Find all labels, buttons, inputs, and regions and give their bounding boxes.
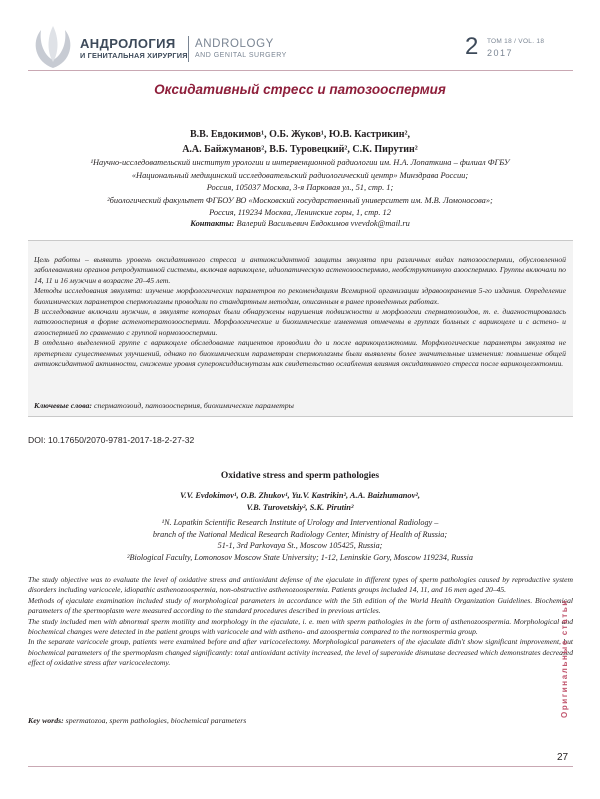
- keywords-ru-text: сперматозоид, патозооспермия, биохимические параметры: [92, 401, 294, 410]
- journal-subtitle-en: AND GENITAL SURGERY: [195, 52, 287, 59]
- journal-title-ru: АНДРОЛОГИЯ: [80, 36, 176, 51]
- affiliation-en-line: branch of the National Medical Research Radiology Center, Ministry of Health of Russia;: [152, 529, 448, 539]
- affiliation-ru-line: Россия, 119234 Москва, Ленинские горы, 1, стр. 12: [209, 208, 391, 218]
- authors-ru-line-1: В.В. Евдокимов¹, О.Б. Жуков¹, Ю.В. Кастрикин²,: [190, 129, 410, 140]
- authors-ru-line-2: А.А. Байжуманов², В.Б. Туровецкий², С.К. Пирутин²: [182, 144, 418, 155]
- authors-en-line-1: V.V. Evdokimov¹, O.B. Zhukov¹, Yu.V. Kastrikin², A.A. Baizhumanov²,: [180, 491, 420, 500]
- abstract-ru: [34, 255, 566, 369]
- abstract-en: [28, 575, 573, 669]
- authors-en-line-2: V.B. Turovetskiy², S.K. Pirutin²: [246, 503, 354, 512]
- section-label-vertical: Оригинальные статьи: [560, 599, 569, 718]
- abstract-en-paragraph: In the separate varicocele group, patients were examined before and after varicocelectomy. Morphological parameters of the ejaculate didn't show significant improvement, but biochemical parameters of the spermoplasm changed significantly: total antioxidant activity increased, the level of superoxide dismutase decreased which demonstrates decreased effect of oxidative stress after varicocelectomy.: [28, 637, 573, 668]
- journal-subtitle-ru: И ГЕНИТАЛЬНАЯ ХИРУРГИЯ: [80, 51, 188, 60]
- affiliation-en-line: ²Biological Faculty, Lomonosov Moscow State University; 1-12, Leninskie Gory, Moscow 119234, Russia: [127, 552, 473, 562]
- abstract-ru-paragraph: В исследование включали мужчин, в эякуляте которых были обнаружены нарушения подвижности и морфологии сперматозоидов, т. е. диагностировалась патозооспермия в форме астенотератозооспермии. Морфологические и биохимические изменения отмечены в группах больных с варикоцеле и с астено- и азооспермией по сравнению с группой нормозооспермии.: [34, 307, 566, 337]
- authors-en: [30, 490, 570, 514]
- affiliations-ru: [30, 157, 570, 220]
- footer-divider: [28, 766, 573, 767]
- journal-logo-icon: [27, 24, 79, 70]
- abstract-ru-paragraph: Методы исследования эякулята: изучение морфологических параметров по рекомендациям Всемирной организации здравоохранения 5-го издания. Определение биохимических параметров спермоплазмы проводили по стандартным методам, описанным в ранее проведенных работах.: [34, 286, 566, 306]
- page-number: 27: [557, 752, 569, 763]
- contact-info: [30, 219, 570, 228]
- journal-title-divider: [188, 36, 189, 62]
- affiliations-en: [30, 517, 570, 563]
- article-title-ru: Оксидативный стресс и патозооспермия: [154, 82, 446, 97]
- journal-header: [0, 0, 600, 72]
- affiliation-ru-line: ¹Научно-исследовательский институт урологии и интервенционной радиологии им. Н.А. Лопаткина – филиал ФГБУ: [90, 158, 510, 167]
- issue-number: 2: [465, 33, 479, 60]
- abstract-ru-paragraph: Цель работы – выявить уровень оксидативного стресса и антиоксидантной защиты эякулята при различных видах патозооспермии, обусловленной заболеваниями органов репродуктивной системы, включая варикоцеле, идиопатическую астенозооспермию, необструктивную азооспермию. Группы включали по 14, 11 и 16 мужчин в возрасте 20–45 лет.: [34, 255, 566, 285]
- abstract-en-paragraph: The study included men with abnormal sperm motility and morphology in the ejaculate, i. e. men with sperm pathologies in the form of asthenozoospermia. Morphological and biochemical changes were detected in the patient groups with varicocele and with astheno- and azoospermia compared to the normospermia group.: [28, 616, 573, 637]
- journal-title-en: ANDROLOGY: [195, 38, 274, 50]
- keywords-en-text: spermatozoa, sperm pathologies, biochemical parameters: [63, 716, 247, 725]
- affiliation-ru-line: ²биологический факультет ФГБОУ ВО «Московский государственный университет им. М.В. Ломоносова»;: [107, 195, 493, 205]
- keywords-en-label: Key words:: [28, 716, 64, 725]
- keywords-ru-label: Ключевые слова:: [34, 401, 93, 410]
- affiliation-ru-line: «Национальный медицинский исследовательский радиологический центр» Минздрава России;: [131, 170, 469, 180]
- abstract-ru-paragraph: В отдельно выделенной группе с варикоцеле обследование пациентов проводили до и после варикоцелэктомии. Морфологические параметры эякулята не претерпели существенных улучшений, однако по биохимическим параметрам спермоплазмы были выявлены более значительные изменения: повышение общей антиоксидантной активности, снижение уровня супероксиддисмутазы как свидетельство ослабления влияния оксидативного стресса после варикоцелэктомии.: [34, 338, 566, 369]
- authors-ru: [30, 127, 570, 157]
- affiliation-en-line: 51-1, 3rd Parkovaya St., Moscow 105425, Russia;: [217, 541, 383, 551]
- issue-year: 2017: [487, 48, 514, 58]
- doi-link[interactable]: DOI: 10.17650/2070-9781-2017-18-2-27-32: [28, 435, 195, 445]
- affiliation-en-line: ¹N. Lopatkin Scientific Research Institute of Urology and Interventional Radiology –: [161, 518, 439, 527]
- affiliation-ru-line: Россия, 105037 Москва, 3-я Парковая ул., 51, стр. 1;: [206, 183, 394, 193]
- abstract-en-paragraph: The study objective was to evaluate the level of oxidative stress and antioxidant defense of the ejaculate in different types of sperm pathologies caused by reproductive system disorders including varicocele, idiopathic asthenozoospermia, non-obstructive asthenozoospermia. Patients groups included 14, 11, and 16 men aged 20–45.: [28, 575, 573, 595]
- keywords-en: [28, 716, 573, 725]
- contact-text: Валерий Васильевич Евдокимов vvevdok@mail.ru: [234, 219, 410, 228]
- keywords-ru: [34, 401, 566, 410]
- abstract-en-paragraph: Methods of ejaculate examination included study of morphological parameters in accordance with the 5th edition of the World Health Organization Guidelines. Biochemical parameters of the spermoplasm were measured according to the standard procedures described in previous articles.: [28, 595, 573, 616]
- header-divider: [28, 70, 573, 71]
- article-title-en: Oxidative stress and sperm pathologies: [220, 471, 380, 481]
- volume-label: ТОМ 18 / VOL. 18: [487, 38, 545, 45]
- contact-label: Контакты:: [190, 219, 235, 228]
